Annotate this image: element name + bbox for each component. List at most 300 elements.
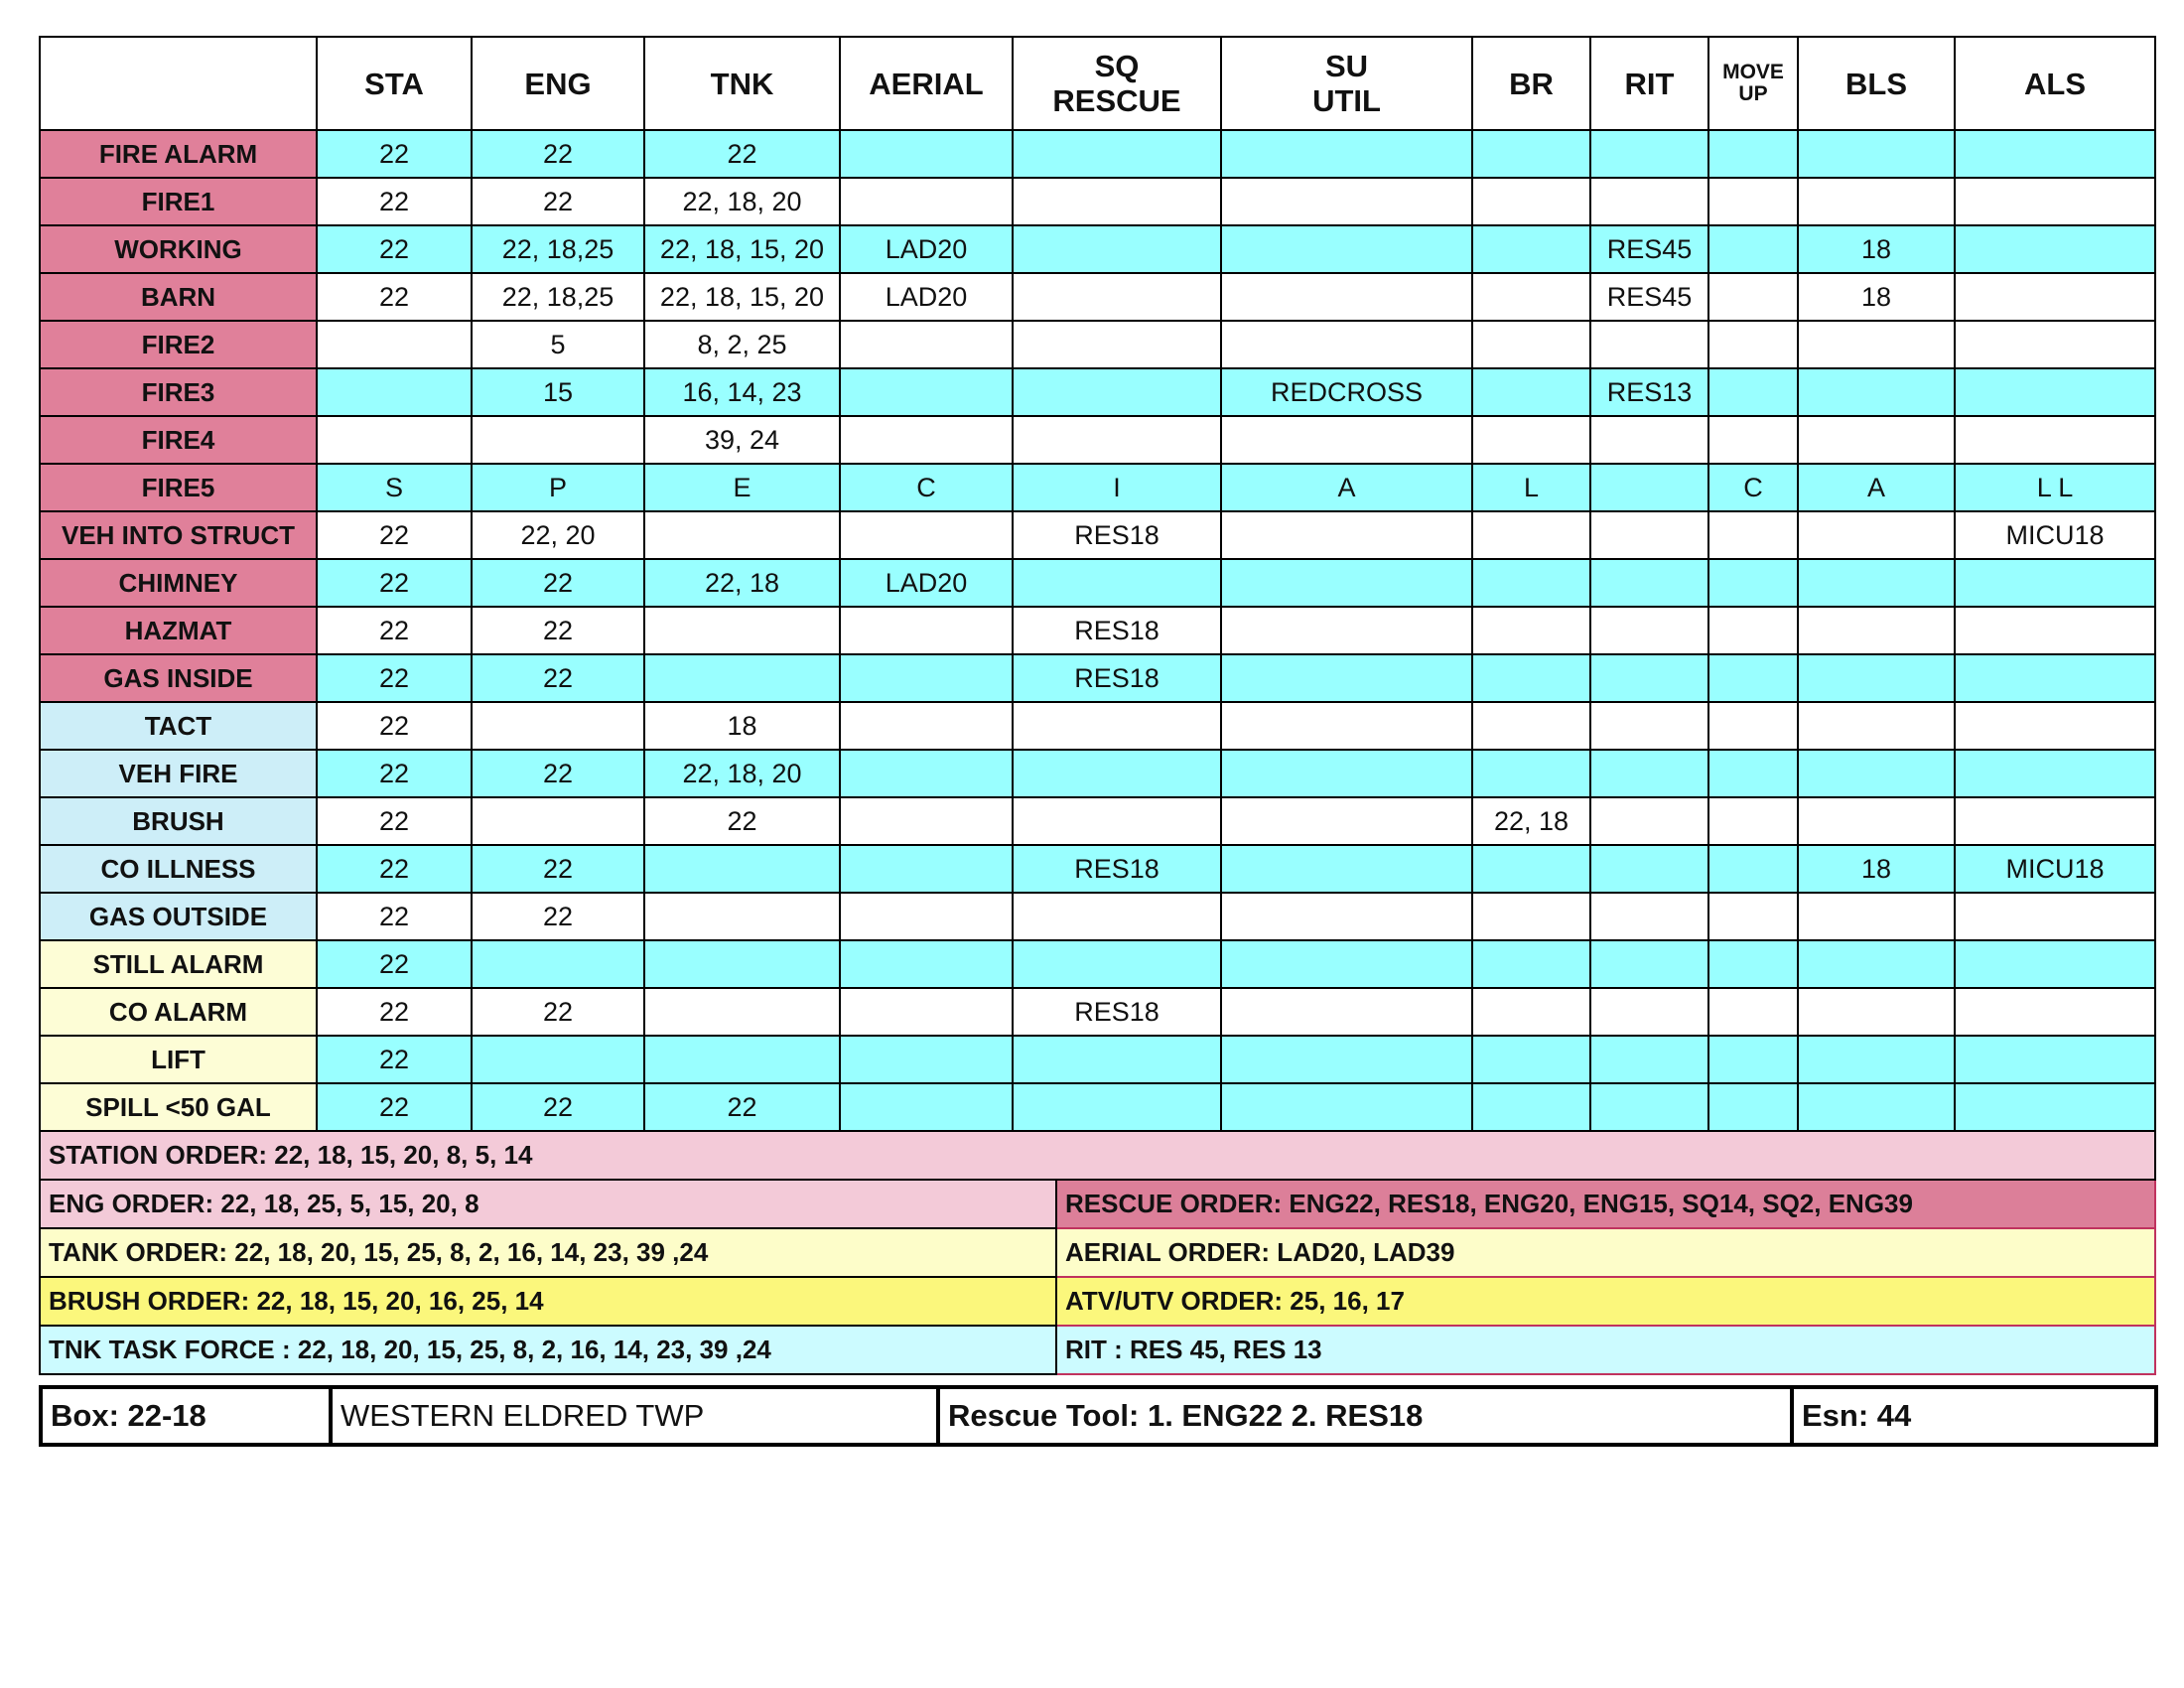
table-cell bbox=[1472, 130, 1590, 178]
table-cell bbox=[1472, 702, 1590, 750]
table-cell bbox=[1221, 988, 1472, 1036]
table-cell bbox=[1472, 845, 1590, 893]
table-cell bbox=[1708, 750, 1798, 797]
aerial-order: AERIAL ORDER: LAD20, LAD39 bbox=[1056, 1228, 2155, 1277]
box-number: Box: 22-18 bbox=[41, 1387, 331, 1445]
table-cell bbox=[1472, 225, 1590, 273]
table-cell: 22 bbox=[317, 607, 472, 654]
row-label: HAZMAT bbox=[40, 607, 317, 654]
table-cell: 22 bbox=[472, 178, 644, 225]
run-card bbox=[39, 36, 2154, 1447]
table-cell bbox=[1221, 273, 1472, 321]
table-cell bbox=[1472, 893, 1590, 940]
table-cell bbox=[1708, 940, 1798, 988]
table-cell bbox=[1472, 511, 1590, 559]
column-header bbox=[1472, 37, 1590, 130]
table-cell bbox=[1590, 511, 1708, 559]
table-row bbox=[40, 321, 2155, 368]
row-label: GAS OUTSIDE bbox=[40, 893, 317, 940]
table-cell bbox=[472, 797, 644, 845]
table-cell: LAD20 bbox=[840, 559, 1013, 607]
tank-order: TANK ORDER: 22, 18, 20, 15, 25, 8, 2, 16, 14, 23, 39 ,24 bbox=[40, 1228, 1056, 1277]
table-cell: LAD20 bbox=[840, 225, 1013, 273]
table-cell: 8, 2, 25 bbox=[644, 321, 840, 368]
table-cell: RES18 bbox=[1013, 988, 1221, 1036]
table-cell bbox=[1472, 940, 1590, 988]
table-cell: 22, 18, 20 bbox=[644, 178, 840, 225]
table-cell bbox=[1955, 225, 2155, 273]
orders-table bbox=[39, 1130, 2156, 1375]
table-cell bbox=[1708, 893, 1798, 940]
table-row bbox=[40, 702, 2155, 750]
table-cell: 18 bbox=[1798, 273, 1955, 321]
table-cell bbox=[1013, 1036, 1221, 1083]
column-header-line: BLS bbox=[1845, 66, 1907, 101]
table-cell: 18 bbox=[1798, 845, 1955, 893]
table-cell bbox=[1955, 178, 2155, 225]
rescue-tool: Rescue Tool: 1. ENG22 2. RES18 bbox=[938, 1387, 1792, 1445]
table-cell: 22 bbox=[317, 988, 472, 1036]
table-cell bbox=[1708, 511, 1798, 559]
response-grid bbox=[39, 36, 2156, 1132]
table-cell bbox=[472, 702, 644, 750]
row-label: FIRE3 bbox=[40, 368, 317, 416]
table-row bbox=[40, 607, 2155, 654]
table-cell: 22, 18 bbox=[1472, 797, 1590, 845]
table-cell bbox=[1221, 750, 1472, 797]
table-cell bbox=[1472, 321, 1590, 368]
table-cell bbox=[1798, 893, 1955, 940]
table-cell bbox=[1013, 225, 1221, 273]
table-row bbox=[40, 559, 2155, 607]
tank-task-force: TNK TASK FORCE : 22, 18, 20, 15, 25, 8, 2, 16, 14, 23, 39 ,24 bbox=[40, 1326, 1056, 1374]
row-label: CO ALARM bbox=[40, 988, 317, 1036]
column-header-line: SQ bbox=[1094, 49, 1140, 83]
table-row bbox=[40, 1036, 2155, 1083]
table-cell: 22 bbox=[472, 559, 644, 607]
table-cell: 15 bbox=[472, 368, 644, 416]
table-row bbox=[40, 940, 2155, 988]
table-cell bbox=[1590, 988, 1708, 1036]
table-cell bbox=[1708, 797, 1798, 845]
table-cell bbox=[1798, 368, 1955, 416]
row-label: FIRE5 bbox=[40, 464, 317, 511]
table-row bbox=[40, 178, 2155, 225]
table-cell: 39, 24 bbox=[644, 416, 840, 464]
table-cell bbox=[1221, 416, 1472, 464]
table-cell bbox=[1221, 940, 1472, 988]
table-cell: L L bbox=[1955, 464, 2155, 511]
table-cell bbox=[840, 416, 1013, 464]
row-label: SPILL <50 GAL bbox=[40, 1083, 317, 1131]
column-header bbox=[1955, 37, 2155, 130]
row-label: BARN bbox=[40, 273, 317, 321]
table-cell bbox=[1708, 702, 1798, 750]
table-cell: 22, 18,25 bbox=[472, 225, 644, 273]
table-cell bbox=[1955, 797, 2155, 845]
eng-order: ENG ORDER: 22, 18, 25, 5, 15, 20, 8 bbox=[40, 1180, 1056, 1228]
table-cell: A bbox=[1221, 464, 1472, 511]
header-row bbox=[40, 37, 2155, 130]
table-cell bbox=[840, 607, 1013, 654]
column-header bbox=[317, 37, 472, 130]
table-cell: MICU18 bbox=[1955, 511, 2155, 559]
table-cell bbox=[1955, 321, 2155, 368]
table-cell: 22 bbox=[472, 130, 644, 178]
table-cell bbox=[472, 940, 644, 988]
table-cell: C bbox=[840, 464, 1013, 511]
table-cell: 22 bbox=[317, 130, 472, 178]
table-cell: L bbox=[1472, 464, 1590, 511]
table-cell bbox=[1798, 988, 1955, 1036]
table-cell bbox=[644, 845, 840, 893]
table-cell bbox=[1013, 368, 1221, 416]
table-cell: 22 bbox=[644, 130, 840, 178]
table-cell bbox=[1708, 225, 1798, 273]
table-cell: 22 bbox=[644, 797, 840, 845]
row-label: TACT bbox=[40, 702, 317, 750]
table-cell bbox=[1013, 1083, 1221, 1131]
table-cell bbox=[1013, 416, 1221, 464]
table-cell bbox=[840, 1036, 1013, 1083]
table-cell bbox=[1708, 416, 1798, 464]
table-cell bbox=[317, 368, 472, 416]
row-label: FIRE4 bbox=[40, 416, 317, 464]
table-row bbox=[40, 988, 2155, 1036]
table-cell bbox=[1955, 940, 2155, 988]
column-header-line: UTIL bbox=[1312, 83, 1381, 118]
table-cell: 22, 18, 20 bbox=[644, 750, 840, 797]
atv-utv-order: ATV/UTV ORDER: 25, 16, 17 bbox=[1056, 1277, 2155, 1326]
table-cell bbox=[1708, 368, 1798, 416]
table-cell bbox=[1708, 1083, 1798, 1131]
column-header-line: ENG bbox=[524, 66, 592, 101]
table-cell bbox=[472, 416, 644, 464]
table-cell bbox=[840, 893, 1013, 940]
table-cell bbox=[840, 1083, 1013, 1131]
table-row bbox=[40, 797, 2155, 845]
table-cell: 22 bbox=[472, 750, 644, 797]
table-cell bbox=[1955, 654, 2155, 702]
table-cell: REDCROSS bbox=[1221, 368, 1472, 416]
table-cell: 22 bbox=[317, 750, 472, 797]
table-cell bbox=[1955, 988, 2155, 1036]
column-header bbox=[840, 37, 1013, 130]
table-cell: 22 bbox=[317, 940, 472, 988]
table-cell: 22 bbox=[317, 797, 472, 845]
table-cell: 16, 14, 23 bbox=[644, 368, 840, 416]
table-cell bbox=[1013, 559, 1221, 607]
table-cell bbox=[1955, 1083, 2155, 1131]
table-cell bbox=[1590, 416, 1708, 464]
esn-number: Esn: 44 bbox=[1792, 1387, 2156, 1445]
row-label: GAS INSIDE bbox=[40, 654, 317, 702]
rescue-order: RESCUE ORDER: ENG22, RES18, ENG20, ENG15, SQ14, SQ2, ENG39 bbox=[1056, 1180, 2155, 1228]
column-header-line: SU bbox=[1324, 49, 1369, 83]
table-cell: 22 bbox=[472, 845, 644, 893]
table-cell bbox=[1221, 321, 1472, 368]
table-cell bbox=[1472, 368, 1590, 416]
table-row bbox=[40, 654, 2155, 702]
table-cell bbox=[1798, 940, 1955, 988]
table-cell bbox=[840, 511, 1013, 559]
table-cell bbox=[1013, 893, 1221, 940]
table-cell bbox=[1798, 654, 1955, 702]
table-cell: 22 bbox=[317, 1036, 472, 1083]
column-header-line: BR bbox=[1509, 66, 1554, 101]
table-cell: 22 bbox=[317, 702, 472, 750]
table-cell bbox=[840, 797, 1013, 845]
column-header bbox=[644, 37, 840, 130]
row-label: LIFT bbox=[40, 1036, 317, 1083]
table-cell bbox=[1590, 464, 1708, 511]
table-cell: 22 bbox=[317, 893, 472, 940]
area-name: WESTERN ELDRED TWP bbox=[331, 1387, 938, 1445]
column-header-line: ALS bbox=[2024, 66, 2086, 101]
table-cell bbox=[317, 416, 472, 464]
table-cell: I bbox=[1013, 464, 1221, 511]
row-label: VEH FIRE bbox=[40, 750, 317, 797]
table-cell bbox=[1221, 1036, 1472, 1083]
table-cell bbox=[1221, 654, 1472, 702]
table-cell: 22 bbox=[644, 1083, 840, 1131]
table-cell bbox=[1590, 607, 1708, 654]
table-cell: 22 bbox=[317, 845, 472, 893]
table-cell bbox=[840, 130, 1013, 178]
table-cell: 22 bbox=[317, 178, 472, 225]
table-cell bbox=[1013, 321, 1221, 368]
grid-body bbox=[40, 130, 2155, 1131]
row-label: VEH INTO STRUCT bbox=[40, 511, 317, 559]
table-cell bbox=[840, 940, 1013, 988]
table-cell: A bbox=[1798, 464, 1955, 511]
table-cell bbox=[1221, 797, 1472, 845]
table-cell bbox=[1221, 511, 1472, 559]
table-cell bbox=[1013, 702, 1221, 750]
table-cell bbox=[1590, 178, 1708, 225]
table-cell bbox=[1708, 321, 1798, 368]
column-header-line: UP bbox=[1738, 82, 1768, 105]
table-cell bbox=[1955, 273, 2155, 321]
column-header-line: STA bbox=[364, 66, 424, 101]
table-cell: 22 bbox=[472, 893, 644, 940]
table-cell bbox=[1472, 1036, 1590, 1083]
table-cell bbox=[1798, 750, 1955, 797]
table-row bbox=[40, 225, 2155, 273]
table-row bbox=[40, 273, 2155, 321]
brush-order: BRUSH ORDER: 22, 18, 15, 20, 16, 25, 14 bbox=[40, 1277, 1056, 1326]
table-cell bbox=[1221, 845, 1472, 893]
table-cell bbox=[644, 607, 840, 654]
table-cell: C bbox=[1708, 464, 1798, 511]
table-cell bbox=[1798, 702, 1955, 750]
table-row bbox=[40, 416, 2155, 464]
table-cell: 18 bbox=[644, 702, 840, 750]
table-cell bbox=[1472, 988, 1590, 1036]
table-cell bbox=[1221, 178, 1472, 225]
table-cell bbox=[1590, 654, 1708, 702]
table-cell bbox=[1221, 225, 1472, 273]
table-cell bbox=[644, 988, 840, 1036]
table-cell bbox=[840, 178, 1013, 225]
table-cell: 22 bbox=[317, 511, 472, 559]
table-cell bbox=[1013, 750, 1221, 797]
table-cell bbox=[644, 940, 840, 988]
table-cell bbox=[1590, 845, 1708, 893]
table-cell bbox=[1590, 750, 1708, 797]
table-cell bbox=[1590, 321, 1708, 368]
table-cell bbox=[644, 893, 840, 940]
table-cell bbox=[1472, 607, 1590, 654]
table-row bbox=[40, 130, 2155, 178]
column-header bbox=[1590, 37, 1708, 130]
table-cell bbox=[1798, 321, 1955, 368]
table-cell bbox=[1798, 511, 1955, 559]
table-cell: E bbox=[644, 464, 840, 511]
column-header-line: TNK bbox=[710, 66, 774, 101]
table-cell bbox=[1955, 368, 2155, 416]
table-cell bbox=[1708, 607, 1798, 654]
table-cell bbox=[644, 654, 840, 702]
table-cell bbox=[1221, 893, 1472, 940]
table-cell bbox=[644, 1036, 840, 1083]
table-row bbox=[40, 511, 2155, 559]
row-label: STILL ALARM bbox=[40, 940, 317, 988]
table-cell bbox=[1590, 1083, 1708, 1131]
table-cell: LAD20 bbox=[840, 273, 1013, 321]
table-cell bbox=[1708, 1036, 1798, 1083]
column-header-line: AERIAL bbox=[869, 66, 984, 101]
table-cell bbox=[1590, 797, 1708, 845]
table-cell bbox=[1013, 797, 1221, 845]
table-cell bbox=[1472, 750, 1590, 797]
table-cell: S bbox=[317, 464, 472, 511]
table-cell bbox=[1590, 559, 1708, 607]
table-cell bbox=[1798, 178, 1955, 225]
table-cell bbox=[1798, 607, 1955, 654]
table-cell bbox=[1221, 607, 1472, 654]
footer-box bbox=[39, 1385, 2158, 1447]
table-cell: 5 bbox=[472, 321, 644, 368]
table-cell: 22 bbox=[472, 1083, 644, 1131]
row-label: FIRE1 bbox=[40, 178, 317, 225]
table-cell bbox=[1221, 702, 1472, 750]
table-cell bbox=[840, 988, 1013, 1036]
table-cell bbox=[1221, 130, 1472, 178]
table-cell bbox=[317, 321, 472, 368]
table-cell: MICU18 bbox=[1955, 845, 2155, 893]
column-header-line: RESCUE bbox=[1052, 83, 1181, 118]
table-cell bbox=[1472, 654, 1590, 702]
table-cell: 22 bbox=[472, 988, 644, 1036]
table-cell bbox=[1708, 178, 1798, 225]
table-cell bbox=[1955, 1036, 2155, 1083]
table-cell bbox=[1221, 1083, 1472, 1131]
table-cell bbox=[1955, 416, 2155, 464]
table-cell bbox=[1955, 702, 2155, 750]
table-row bbox=[40, 1083, 2155, 1131]
column-header-line: RIT bbox=[1624, 66, 1675, 101]
column-header bbox=[1708, 37, 1798, 130]
table-cell bbox=[1798, 1036, 1955, 1083]
table-cell bbox=[1798, 130, 1955, 178]
table-row bbox=[40, 893, 2155, 940]
table-cell bbox=[1472, 559, 1590, 607]
table-cell bbox=[1955, 130, 2155, 178]
column-header bbox=[1798, 37, 1955, 130]
table-cell bbox=[1955, 559, 2155, 607]
column-header-line: MOVE bbox=[1722, 61, 1784, 83]
station-order: STATION ORDER: 22, 18, 15, 20, 8, 5, 14 bbox=[40, 1131, 2155, 1180]
column-header bbox=[472, 37, 644, 130]
table-row bbox=[40, 464, 2155, 511]
table-cell bbox=[1798, 559, 1955, 607]
table-row bbox=[40, 845, 2155, 893]
table-cell: P bbox=[472, 464, 644, 511]
table-cell: 18 bbox=[1798, 225, 1955, 273]
table-cell bbox=[1472, 178, 1590, 225]
table-row bbox=[40, 368, 2155, 416]
table-cell bbox=[1708, 273, 1798, 321]
table-cell: RES18 bbox=[1013, 654, 1221, 702]
table-cell bbox=[1798, 1083, 1955, 1131]
table-row bbox=[40, 750, 2155, 797]
table-cell bbox=[840, 321, 1013, 368]
table-cell: 22 bbox=[317, 273, 472, 321]
table-cell: 22 bbox=[317, 559, 472, 607]
table-cell bbox=[1590, 1036, 1708, 1083]
table-cell bbox=[1955, 607, 2155, 654]
table-cell: 22 bbox=[317, 1083, 472, 1131]
row-label: FIRE ALARM bbox=[40, 130, 317, 178]
table-cell: RES18 bbox=[1013, 607, 1221, 654]
table-cell bbox=[1013, 130, 1221, 178]
table-cell bbox=[1590, 702, 1708, 750]
row-label: CO ILLNESS bbox=[40, 845, 317, 893]
table-cell bbox=[1013, 178, 1221, 225]
table-cell bbox=[840, 368, 1013, 416]
table-cell: RES18 bbox=[1013, 845, 1221, 893]
table-cell bbox=[840, 750, 1013, 797]
table-cell bbox=[1590, 940, 1708, 988]
table-cell bbox=[1013, 273, 1221, 321]
table-cell bbox=[1708, 845, 1798, 893]
column-header bbox=[1221, 37, 1472, 130]
rit-order: RIT : RES 45, RES 13 bbox=[1056, 1326, 2155, 1374]
corner-cell bbox=[40, 37, 317, 130]
row-label: FIRE2 bbox=[40, 321, 317, 368]
table-cell: RES18 bbox=[1013, 511, 1221, 559]
table-cell: RES45 bbox=[1590, 273, 1708, 321]
row-label: CHIMNEY bbox=[40, 559, 317, 607]
table-cell bbox=[1708, 988, 1798, 1036]
table-cell bbox=[1590, 893, 1708, 940]
table-cell bbox=[1798, 797, 1955, 845]
table-cell: 22, 18,25 bbox=[472, 273, 644, 321]
table-cell: 22, 18 bbox=[644, 559, 840, 607]
table-cell bbox=[1708, 654, 1798, 702]
table-cell bbox=[1955, 750, 2155, 797]
table-cell bbox=[1708, 130, 1798, 178]
table-cell bbox=[1221, 559, 1472, 607]
table-cell bbox=[644, 511, 840, 559]
row-label: WORKING bbox=[40, 225, 317, 273]
table-cell bbox=[1472, 1083, 1590, 1131]
table-cell: 22 bbox=[317, 225, 472, 273]
table-cell: 22 bbox=[472, 607, 644, 654]
table-cell bbox=[1590, 130, 1708, 178]
table-cell bbox=[1708, 559, 1798, 607]
